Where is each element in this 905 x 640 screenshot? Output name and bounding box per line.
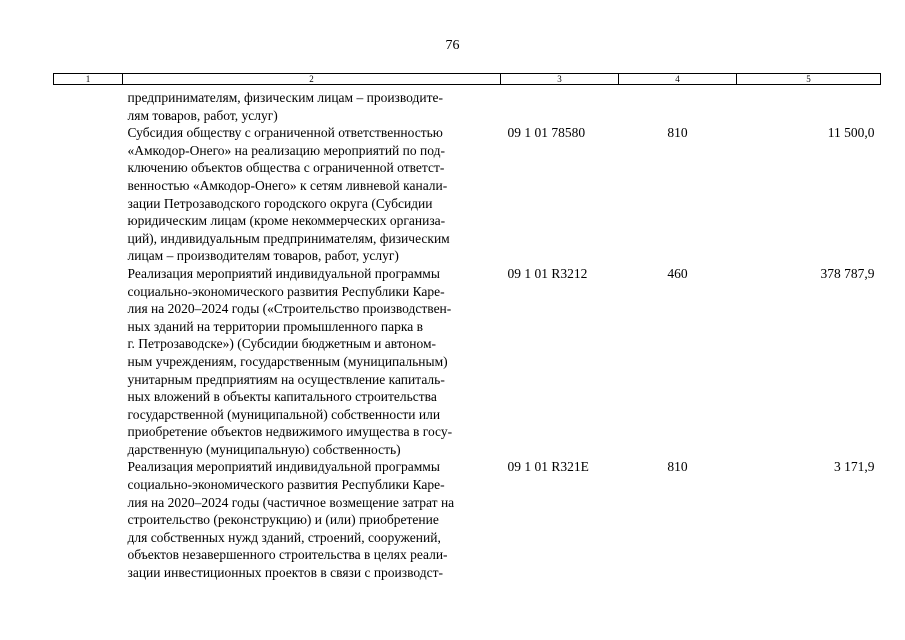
description-line: дарственную (муниципальную) собственность) xyxy=(127,441,401,457)
description-line: ным учреждениям, государственным (муниципальным) xyxy=(127,353,448,369)
description-line: лия на 2020–2024 годы («Строительство производствен- xyxy=(127,301,452,317)
target-item-code-cell: 09 1 01 R321E xyxy=(507,459,589,475)
column-header-4: 4 xyxy=(619,74,737,85)
row-number-cell xyxy=(54,85,123,125)
amount-cell: 3 171,9 xyxy=(834,459,875,475)
target-item-code-cell: 09 1 01 R3212 xyxy=(507,265,588,281)
amount-cell: 11 500,0 xyxy=(827,125,875,141)
row-number-cell xyxy=(54,124,123,265)
description-line: юридическим лицам (кроме некоммерческих организа- xyxy=(127,213,446,229)
description-line: строительство (реконструкцию) и (или) приобретение xyxy=(127,512,439,528)
description-line: зации инвестиционных проектов в связи с производст- xyxy=(127,565,444,581)
description-cell xyxy=(123,85,501,125)
description-line: приобретение объектов недвижимого имущества в госу- xyxy=(127,424,453,440)
column-header-5: 5 xyxy=(737,74,881,85)
description-line: Субсидия обществу с ограниченной ответственностью xyxy=(127,125,443,141)
table-row xyxy=(54,124,881,265)
description-line: ных зданий на территории промышленного парка в xyxy=(127,318,423,334)
description-line: государственной (муниципальной) собственности или xyxy=(127,406,441,422)
expense-type-cell: 810 xyxy=(667,125,688,141)
amount-cell: 378 787,9 xyxy=(820,265,875,281)
description-line: лицам – производителям товаров, работ, услуг) xyxy=(127,248,399,264)
description-line: ключению объектов общества с ограниченной ответст- xyxy=(127,160,445,176)
expense-type-cell: 810 xyxy=(667,459,688,475)
description-line: венностью «Амкодор-Онего» к сетям ливневой канали- xyxy=(127,177,448,193)
description-line: лям товаров, работ, услуг) xyxy=(127,107,278,123)
description-line: социально-экономического развития Республики Каре- xyxy=(127,283,445,299)
description-line: лия на 2020–2024 годы (частичное возмещение затрат на xyxy=(127,494,455,510)
description-line: объектов незавершенного строительства в целях реали- xyxy=(127,547,448,563)
description-line: унитарным предприятиям на осуществление капиталь- xyxy=(127,371,445,387)
table-row xyxy=(54,265,881,459)
description-line: Реализация мероприятий индивидуальной программы xyxy=(127,265,440,281)
row-number-cell xyxy=(54,265,123,459)
budget-table xyxy=(53,73,881,582)
description-cell xyxy=(123,458,501,581)
column-header-2: 2 xyxy=(123,74,501,85)
expense-type-cell xyxy=(619,85,737,125)
description-line: социально-экономического развития Республики Каре- xyxy=(127,477,445,493)
header-row xyxy=(54,74,881,85)
target-item-code-cell xyxy=(501,85,619,125)
description-line: предпринимателям, физическим лицам – производите- xyxy=(127,90,443,105)
description-cell xyxy=(123,124,501,265)
target-item-code-cell: 09 1 01 78580 xyxy=(507,125,586,141)
row-number-cell xyxy=(54,458,123,581)
description-line: для собственных нужд зданий, строений, сооружений, xyxy=(127,529,441,545)
column-header-1: 1 xyxy=(54,74,123,85)
table-header xyxy=(54,74,881,85)
page-number: 76 xyxy=(445,38,460,53)
amount-cell xyxy=(737,85,881,125)
description-line: г. Петрозаводске») (Субсидии бюджетным и автоном- xyxy=(127,336,436,352)
description-cell xyxy=(123,265,501,459)
description-line: ных вложений в объекты капитального строительства xyxy=(127,389,437,405)
table-body xyxy=(54,85,881,582)
table-row xyxy=(54,458,881,581)
table-row xyxy=(54,85,881,125)
description-line: Реализация мероприятий индивидуальной программы xyxy=(127,459,440,475)
description-line: зации Петрозаводского городского округа (Субсидии xyxy=(127,195,433,211)
description-line: ций), индивидуальным предпринимателям, физическим xyxy=(127,230,450,246)
column-header-3: 3 xyxy=(501,74,619,85)
description-line: «Амкодор-Онего» на реализацию мероприятий по под- xyxy=(127,142,445,158)
expense-type-cell: 460 xyxy=(667,265,688,281)
